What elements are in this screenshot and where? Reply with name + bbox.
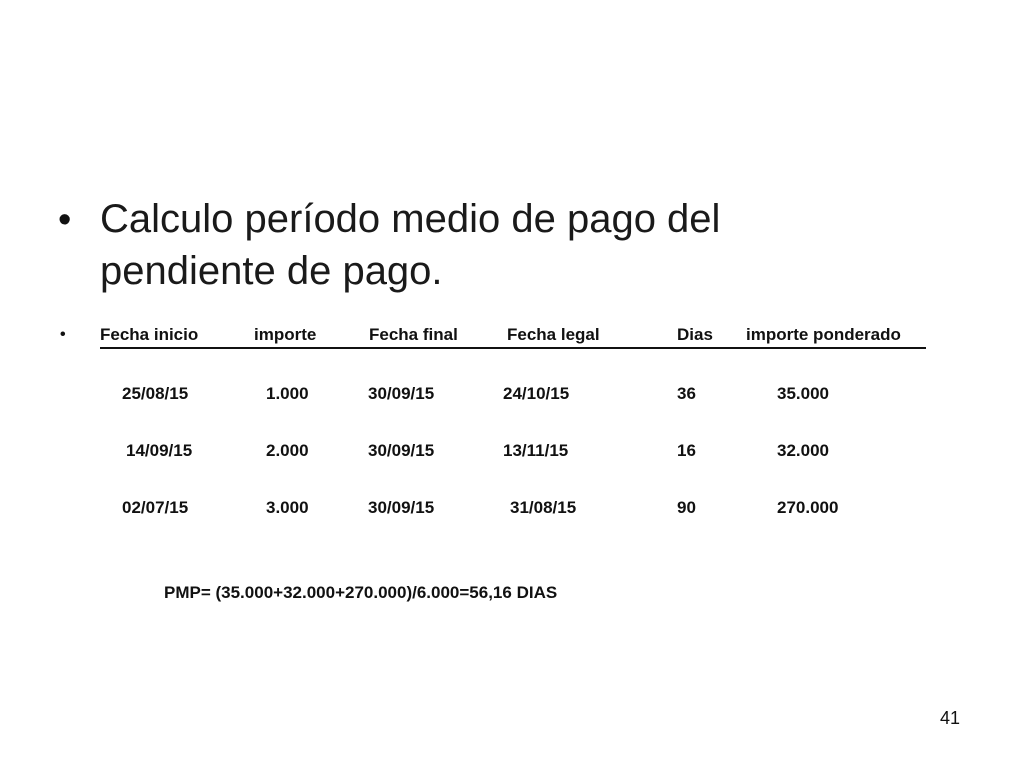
cell-fecha-legal: 24/10/15: [503, 384, 570, 403]
header-dias: Dias: [677, 325, 713, 344]
cell-importe: 2.000: [266, 441, 309, 460]
table-row: [0, 384, 1024, 406]
slide-title: Calculo período medio de pago del pendiente de pago.: [100, 197, 721, 293]
table-row: [0, 441, 1024, 463]
table-bullet: •: [60, 326, 66, 343]
cell-importe-ponderado: 270.000: [777, 498, 839, 517]
cell-importe: 3.000: [266, 498, 309, 517]
pmp-formula: PMP= (35.000+32.000+270.000)/6.000=56,16 DIAS: [164, 583, 558, 602]
cell-fecha-inicio: 25/08/15: [122, 384, 189, 403]
cell-fecha-legal: 31/08/15: [510, 498, 577, 517]
cell-dias: 16: [677, 441, 696, 460]
cell-importe-ponderado: 32.000: [777, 441, 829, 460]
header-importe: importe: [254, 325, 317, 344]
page-number: 41: [940, 708, 961, 728]
header-fecha-final: Fecha final: [369, 325, 458, 344]
cell-importe: 1.000: [266, 384, 309, 403]
cell-fecha-final: 30/09/15: [368, 498, 435, 517]
table-header-row: [100, 325, 926, 349]
header-fecha-inicio: Fecha inicio: [100, 325, 199, 344]
cell-fecha-legal: 13/11/15: [503, 441, 569, 460]
cell-importe-ponderado: 35.000: [777, 384, 829, 403]
header-importe-ponderado: importe ponderado: [746, 325, 901, 344]
header-fecha-legal: Fecha legal: [507, 325, 600, 344]
cell-fecha-inicio: 02/07/15: [122, 498, 189, 517]
cell-dias: 90: [677, 498, 696, 517]
title-bullet: •: [58, 199, 72, 241]
cell-fecha-final: 30/09/15: [368, 441, 435, 460]
cell-fecha-inicio: 14/09/15: [126, 441, 193, 460]
cell-dias: 36: [677, 384, 696, 403]
cell-fecha-final: 30/09/15: [368, 384, 435, 403]
table-row: [0, 498, 1024, 520]
